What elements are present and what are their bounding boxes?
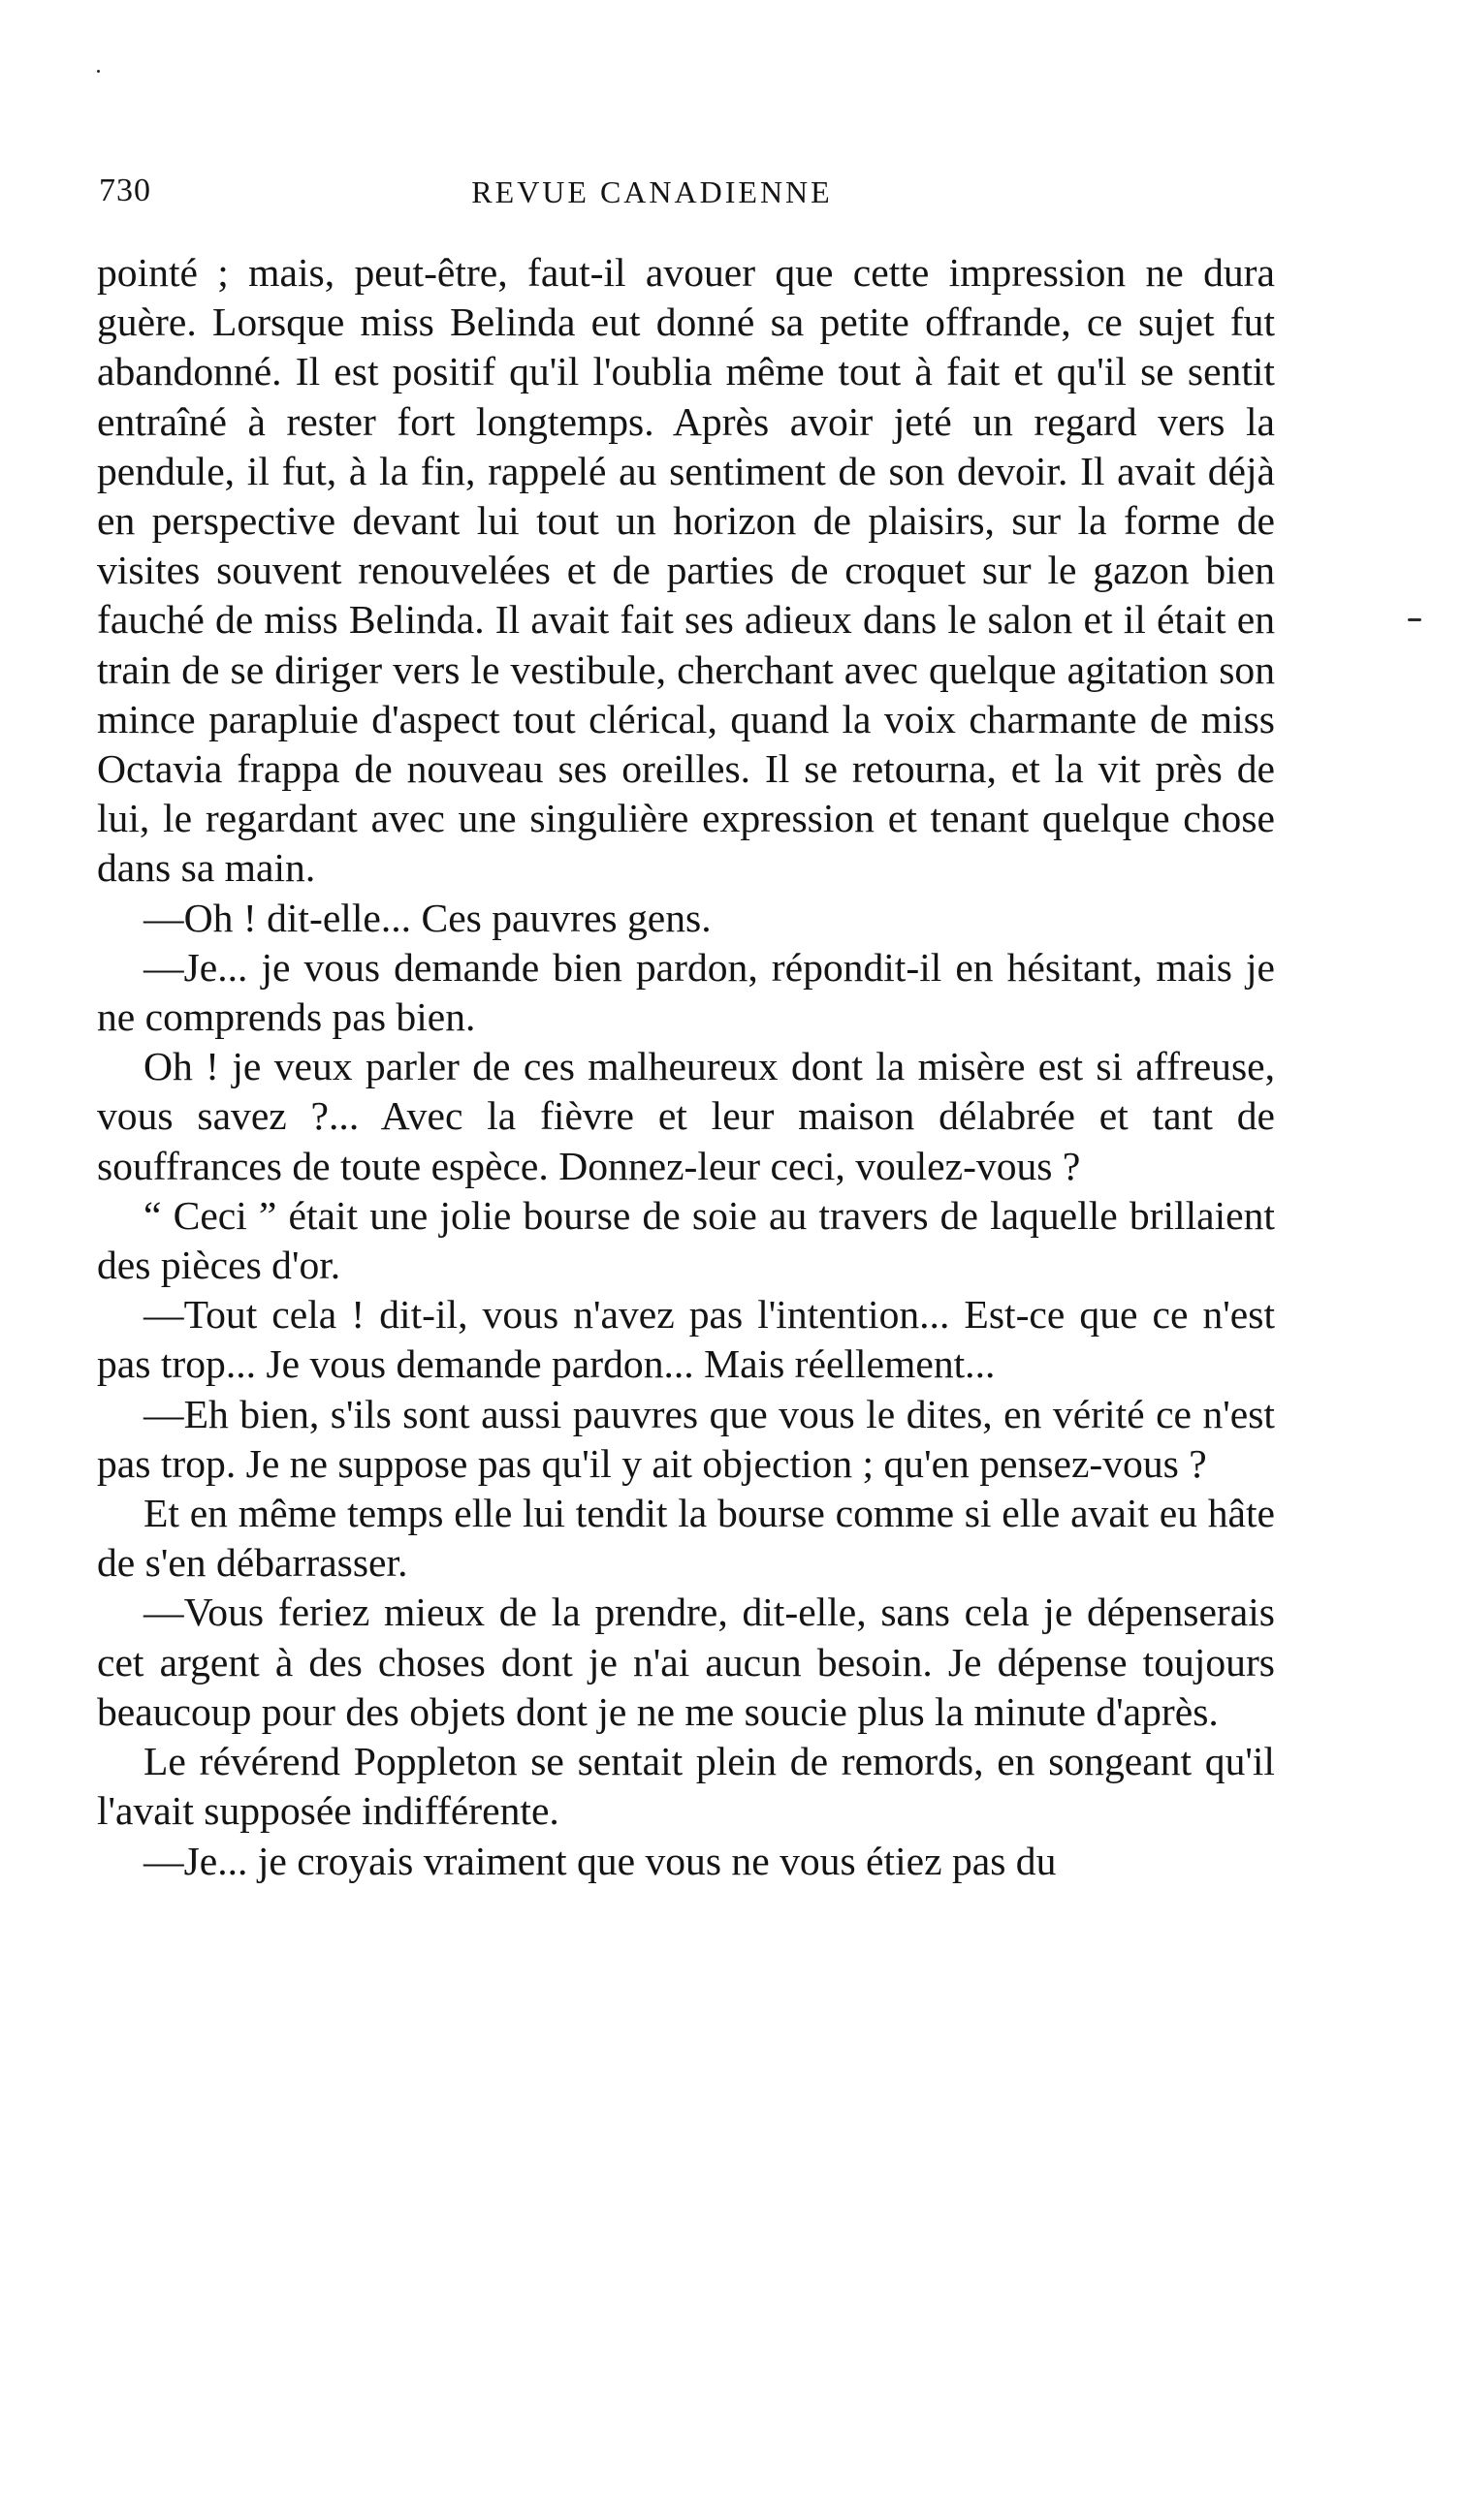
scan-speck (1408, 618, 1421, 621)
paragraph: Oh ! je veux parler de ces malheureux dont la misère est si affreuse, vous savez ?... Avec la fièvre et leur maison délabrée et tant de souffrances de toute espèce. Donnez-leur ceci, voulez-vous ? (97, 1044, 1275, 1188)
paragraph: —Eh bien, s'ils sont aussi pauvres que vous le dites, en vérité ce n'est pas trop. Je ne suppose pas qu'il y ait objection ; qu'en pensez-vous ? (97, 1391, 1275, 1486)
page-number: 730 (99, 173, 151, 208)
paragraph: —Oh ! dit-elle... Ces pauvres gens. (143, 895, 712, 940)
body-text (97, 248, 1275, 1886)
paragraph: Le révérend Poppleton se sentait plein de remords, en songeant qu'il l'avait supposée indifférente. (97, 1739, 1275, 1834)
paragraph: pointé ; mais, peut-être, faut-il avouer que cette impression ne dura guère. Lorsque miss Belinda eut donné sa petite offrande, ce sujet fut abandonné. Il est positif qu'il l'oublia même tout à fait et qu'il se sentit entraîné à rester fort longtemps. Après avoir jeté un regard vers la pendule, il fut, à la fin, rappelé au sentiment de son devoir. Il avait déjà en perspective devant lui tout un horizon de plaisirs, sur la forme de visites souvent renouvelées et de parties de croquet sur le gazon bien fauché de miss Belinda. Il avait fait ses adieux dans le salon et il était en train de se diriger vers le vestibule, cherchant avec quelque agitation son mince parapluie d'aspect tout clérical, quand la voix charmante de miss Octavia frappa de nouveau ses oreilles. Il se retourna, et la vit près de lui, le regardant avec une singulière expression et tenant quelque chose dans sa main. (97, 250, 1275, 891)
paragraph: —Je... je croyais vraiment que vous ne vous étiez pas du (143, 1838, 1057, 1883)
scan-speck (97, 70, 100, 73)
paragraph: Et en même temps elle lui tendit la bourse comme si elle avait eu hâte de s'en débarrasser. (97, 1491, 1275, 1586)
paragraph: —Vous feriez mieux de la prendre, dit-elle, sans cela je dépenserais cet argent à des choses dont je n'ai aucun besoin. Je dépense toujours beaucoup pour des objets dont je ne me soucie plus la minute d'après. (97, 1590, 1275, 1734)
book-page (97, 173, 1275, 1886)
paragraph: “ Ceci ” était une jolie bourse de soie au travers de laquelle brillaient des pièces d'or. (97, 1192, 1275, 1288)
running-title: REVUE CANADIENNE (471, 174, 833, 209)
page-header (97, 173, 1275, 219)
paragraph: —Tout cela ! dit-il, vous n'avez pas l'intention... Est-ce que ce n'est pas trop... Je vous demande pardon... Mais réellement... (97, 1292, 1275, 1387)
paragraph: —Je... je vous demande bien pardon, répondit-il en hésitant, mais je ne comprends pas bien. (97, 944, 1275, 1040)
